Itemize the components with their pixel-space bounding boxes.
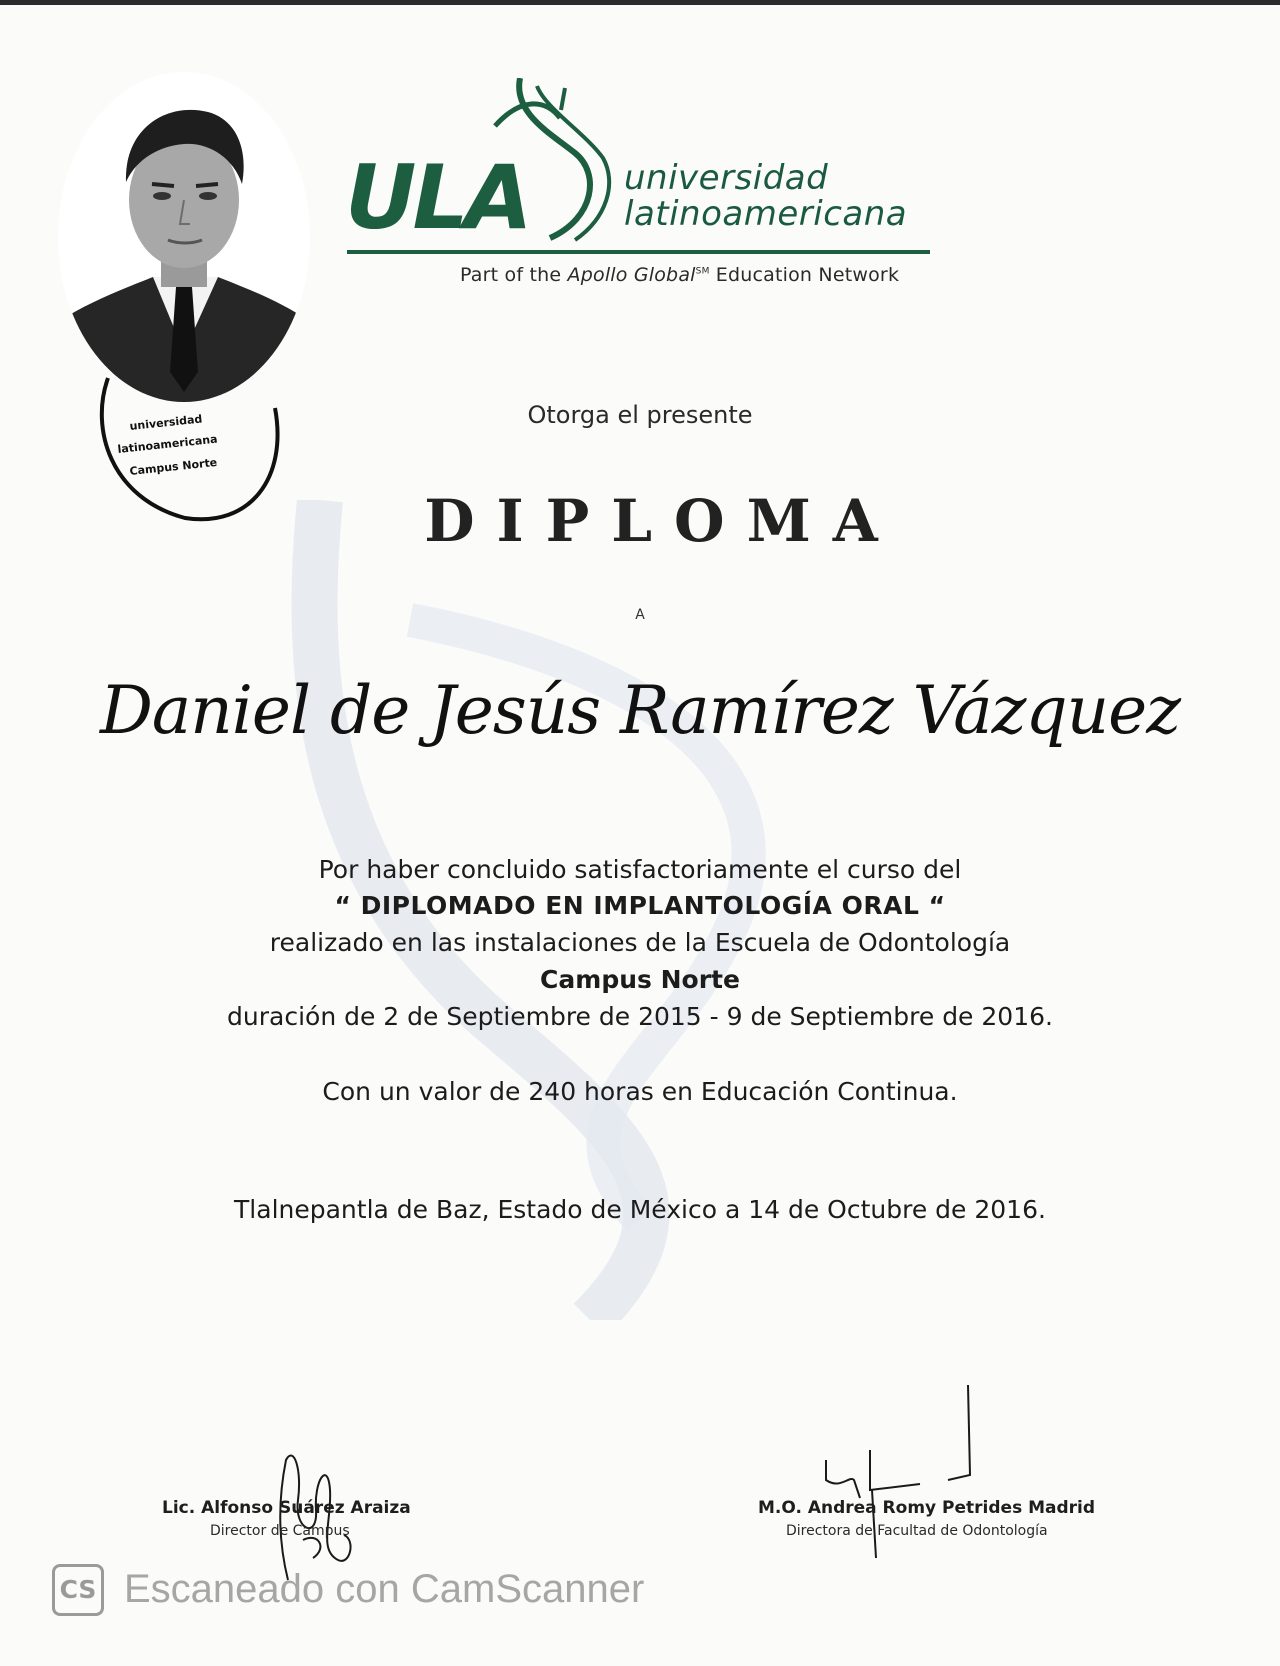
camscanner-badge: CS	[52, 1564, 104, 1616]
diploma-title: DIPLOMA	[424, 487, 900, 555]
course-dates: duración de 2 de Septiembre de 2015 - 9 de Septiembre de 2016.	[227, 1002, 1053, 1031]
intro-text: Otorga el presente	[527, 401, 753, 429]
place-date: Tlalnepantla de Baz, Estado de México a 14 de Octubre de 2016.	[234, 1195, 1046, 1224]
location-text: realizado en las instalaciones de la Escuela de Odontología	[269, 928, 1011, 957]
camscanner-text: Escaneado con CamScanner	[124, 1567, 645, 1611]
network-suffix: Education Network	[709, 264, 900, 286]
course-name: “ DIPLOMADO EN IMPLANTOLOGÍA ORAL “	[334, 891, 946, 920]
seal-line3: Campus Norte	[128, 455, 218, 478]
network-service-mark: SM	[695, 266, 710, 277]
campus-name: Campus Norte	[540, 965, 740, 994]
course-hours: Con un valor de 240 horas en Educación Continua.	[322, 1077, 958, 1106]
completion-text: Por haber concluido satisfactoriamente el curso del	[318, 855, 962, 884]
network-prefix: Part of the	[460, 264, 568, 286]
signatory-2-name: M.O. Andrea Romy Petrides Madrid	[758, 1498, 1096, 1518]
signatory-1-name: Lic. Alfonso Suárez Araiza	[162, 1498, 411, 1518]
university-name	[624, 160, 907, 232]
network-brand: Apollo Global	[567, 264, 696, 286]
logo-rule	[347, 250, 930, 254]
signatory-1-role: Director de Campus	[210, 1523, 350, 1539]
to-text: A	[635, 607, 645, 623]
university-name-line1: universidad	[624, 158, 829, 198]
university-name-line2: latinoamericana	[624, 194, 908, 234]
recipient-photo	[58, 72, 310, 402]
network-tagline	[460, 264, 899, 286]
signatory-2-role: Directora de Facultad de Odontología	[786, 1523, 1048, 1539]
scan-top-edge	[0, 0, 1280, 5]
seal-line1: universidad	[128, 412, 203, 433]
ula-logo-abbr: ULA	[345, 146, 529, 248]
seal-line2: latinoamericana	[116, 432, 219, 456]
ula-logo	[345, 78, 630, 248]
recipient-name: Daniel de Jesús Ramírez Vázquez	[100, 672, 1180, 749]
